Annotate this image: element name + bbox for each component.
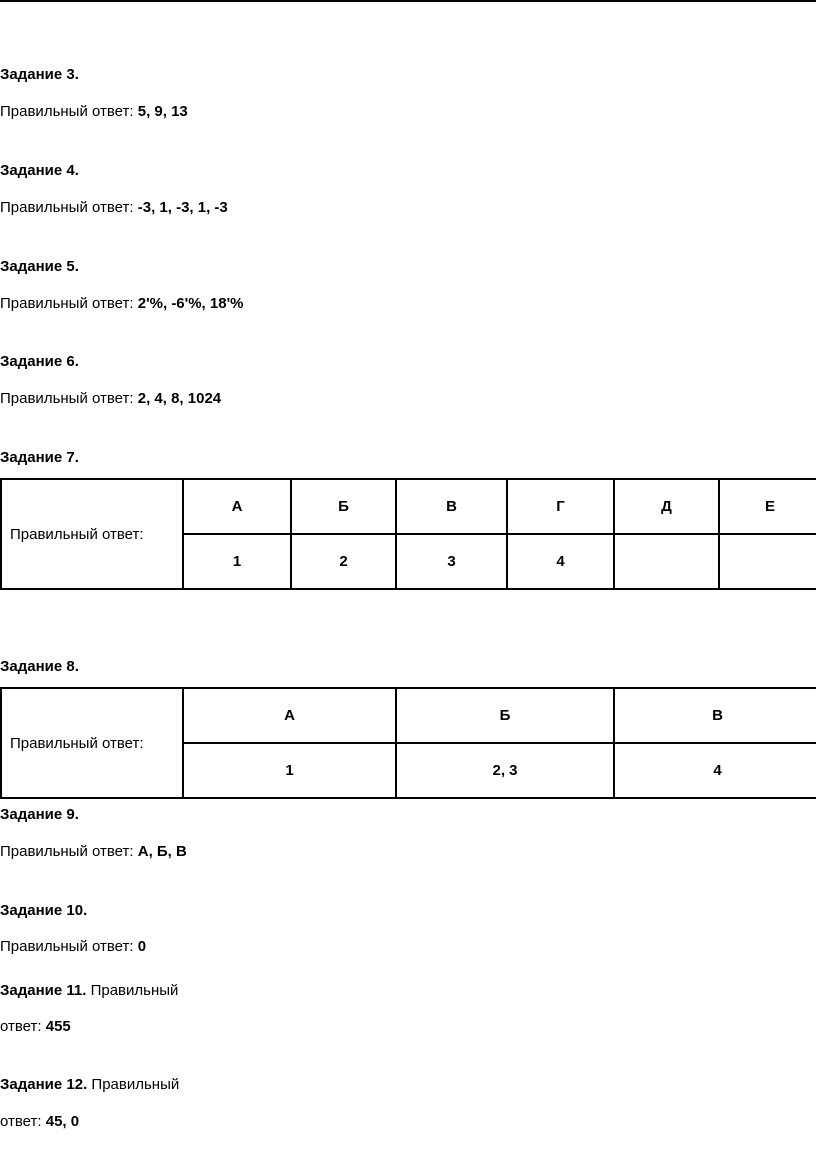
header-cell-v: В bbox=[614, 688, 816, 743]
task-8-title: Задание 8. bbox=[0, 658, 79, 675]
answer-value: 45, 0 bbox=[45, 1113, 80, 1130]
header-cell-g: Г bbox=[507, 479, 614, 534]
top-rule bbox=[0, 0, 816, 2]
task-10-answer-line bbox=[0, 938, 146, 956]
task-6-title: Задание 6. bbox=[0, 353, 79, 370]
task-6-answer-line bbox=[0, 390, 221, 408]
answer-label: Правильный bbox=[87, 1076, 180, 1093]
answer-value: 455 bbox=[45, 1018, 71, 1035]
header-cell-e: Е bbox=[719, 479, 816, 534]
answer-label: ответ: bbox=[0, 1113, 46, 1130]
task-9-answer-line bbox=[0, 843, 187, 861]
value-cell-a: 1 bbox=[183, 743, 396, 798]
value-cell-e bbox=[719, 534, 816, 589]
answer-label-cell: Правильный ответ: bbox=[1, 688, 183, 798]
value-cell-b: 2 bbox=[291, 534, 396, 589]
answer-label: Правильный ответ: bbox=[0, 199, 138, 216]
answer-value: -3, 1, -3, 1, -3 bbox=[137, 199, 228, 216]
task-12-title-line bbox=[0, 1076, 179, 1094]
task-4-answer-line bbox=[0, 199, 228, 217]
header-cell-b: Б bbox=[396, 688, 614, 743]
header-cell-b: Б bbox=[291, 479, 396, 534]
answer-label-cell: Правильный ответ: bbox=[1, 479, 183, 589]
task-11-title: Задание 11. bbox=[0, 982, 87, 999]
answer-label: Правильный ответ: bbox=[0, 103, 138, 120]
task-5-title: Задание 5. bbox=[0, 258, 79, 275]
answer-label: Правильный ответ: bbox=[0, 390, 138, 407]
task-10-title: Задание 10. bbox=[0, 902, 88, 919]
answer-value: 2'%, -6'%, 18'% bbox=[137, 295, 244, 312]
value-cell-g: 4 bbox=[507, 534, 614, 589]
task-11-answer-line bbox=[0, 1018, 71, 1036]
header-cell-a: А bbox=[183, 688, 396, 743]
answer-value: 2, 4, 8, 1024 bbox=[137, 390, 222, 407]
value-cell-d bbox=[614, 534, 719, 589]
answer-value: 0 bbox=[137, 938, 147, 955]
value-cell-a: 1 bbox=[183, 534, 291, 589]
value-cell-v: 4 bbox=[614, 743, 816, 798]
task-5-answer-line bbox=[0, 295, 243, 313]
answer-label: Правильный bbox=[86, 982, 179, 999]
header-cell-v: В bbox=[396, 479, 507, 534]
answer-label: Правильный ответ: bbox=[0, 295, 138, 312]
answer-label: Правильный ответ: bbox=[0, 843, 138, 860]
header-cell-d: Д bbox=[614, 479, 719, 534]
task-12-answer-line bbox=[0, 1113, 79, 1131]
answer-value: 5, 9, 13 bbox=[137, 103, 188, 120]
answer-label: ответ: bbox=[0, 1018, 46, 1035]
task-4-title: Задание 4. bbox=[0, 162, 79, 179]
answer-label: Правильный ответ: bbox=[0, 938, 138, 955]
task-3-answer-line bbox=[0, 103, 188, 121]
value-cell-v: 3 bbox=[396, 534, 507, 589]
task-11-title-line bbox=[0, 982, 178, 1000]
task-12-title: Задание 12. bbox=[0, 1076, 88, 1093]
task-7-answer-table bbox=[0, 478, 816, 590]
task-8-answer-table bbox=[0, 687, 816, 799]
header-cell-a: А bbox=[183, 479, 291, 534]
value-cell-b: 2, 3 bbox=[396, 743, 614, 798]
task-3-title: Задание 3. bbox=[0, 66, 79, 83]
task-9-title: Задание 9. bbox=[0, 806, 79, 823]
task-7-title: Задание 7. bbox=[0, 449, 79, 466]
answer-value: А, Б, В bbox=[137, 843, 187, 860]
